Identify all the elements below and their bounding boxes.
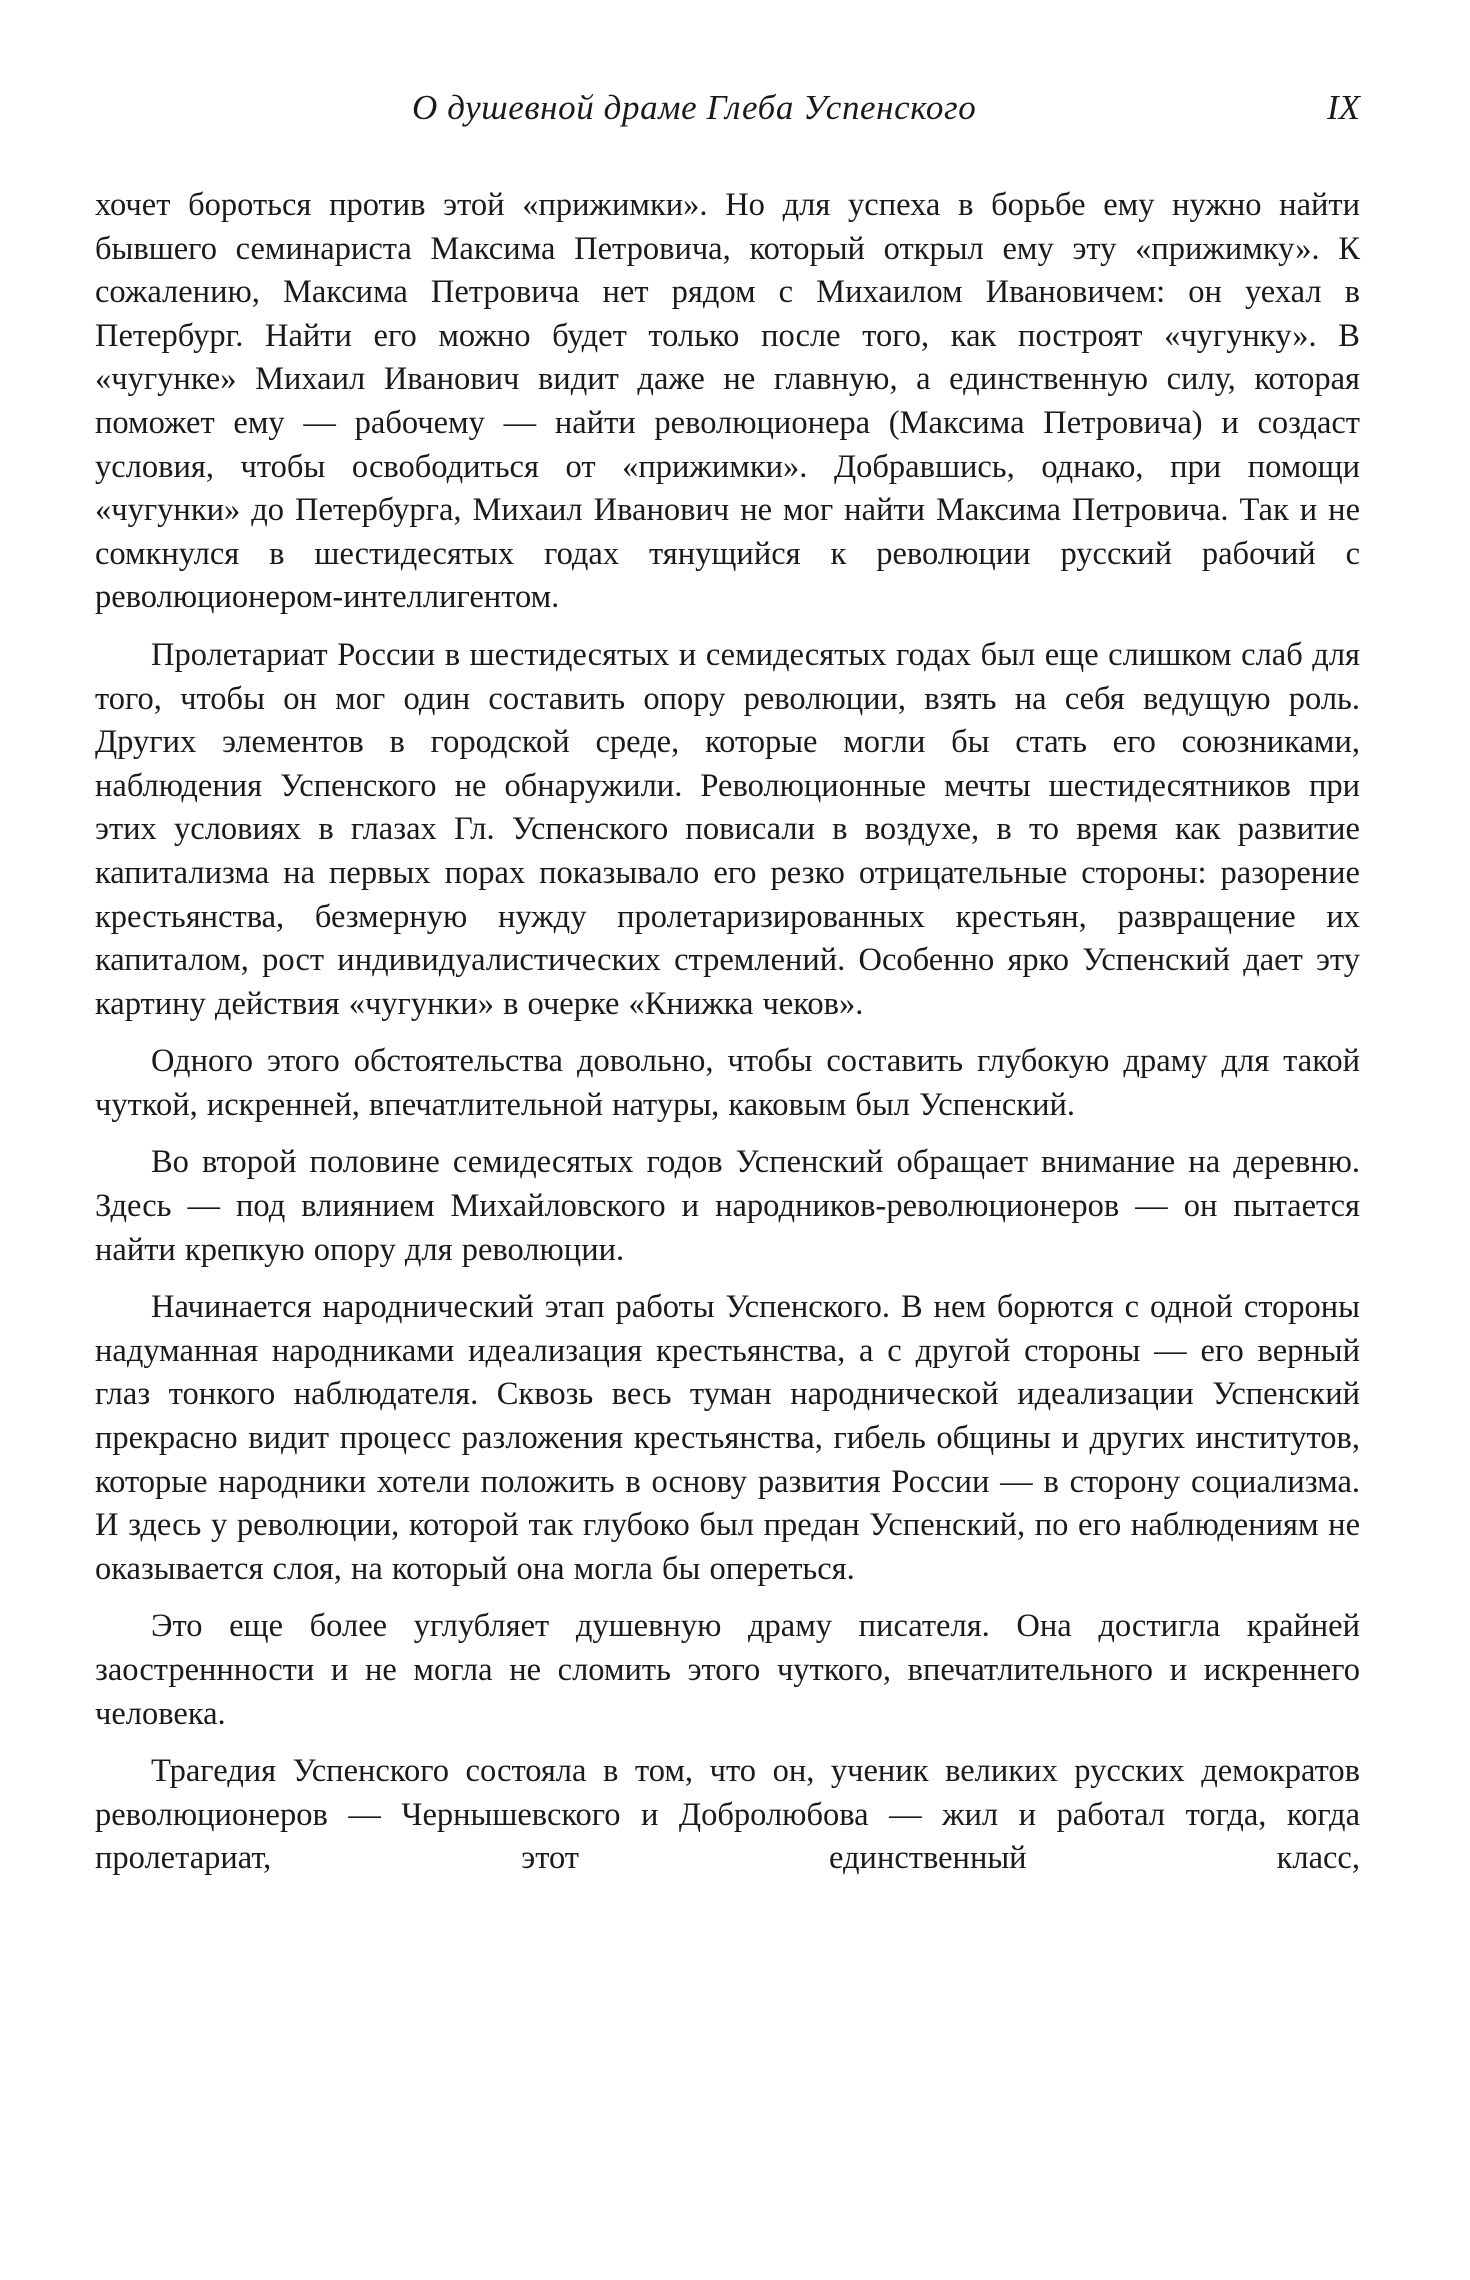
running-title: О душевной драме Глеба Успенского	[412, 88, 977, 127]
paragraph-drama: Одного этого обстоятельства довольно, чтобы составить глубокую драму для такой чуткой, искренней, впечатлительной натуры, каковым был Успенский.	[95, 1043, 1360, 1123]
body-text	[95, 184, 1360, 1881]
paragraph-tragedy: Трагедия Успенского состояла в том, что он, ученик великих русских демократов революционеров — Чернышевского и Добролюбова — жил и работал тогда, когда пролетариат, этот единственный класс,	[95, 1753, 1360, 1877]
paragraph-continuation: хочет бороться против этой «прижимки». Но для успеха в борьбе ему нужно найти бывшего семинариста Максима Петровича, который открыл ему эту «прижимку». К сожалению, Максима Петровича нет рядом с Михаилом Ивановичем: он уехал в Петербург. Найти его можно будет только после того, как построят «чугунку». В «чугунке» Михаил Иванович видит даже не главную, а единственную силу, которая поможет ему — рабочему — найти революционера (Максима Петровича) и создаст условия, чтобы освободиться от «прижимки». Добравшись, однако, при помощи «чугунки» до Петербурга, Михаил Иванович не мог найти Максима Петровича. Так и не сомкнулся в шестидесятых годах тянущийся к революции русский рабочий с революционером-интеллигентом.	[95, 187, 1360, 616]
paragraph-proletariat: Пролетариат России в шестидесятых и семидесятых годах был еще слишком слаб для того, чтобы он мог один составить опору революции, взять на себя ведущую роль. Других элементов в городской среде, которые могли бы стать его союзниками, наблюдения Успенского не обнаружили. Революционные мечты шестидесятников при этих условиях в глазах Гл. Успенского повисали в воздухе, в то время как развитие капитализма на первых порах показывало его резко отрицательные стороны: разорение крестьянства, безмерную нужду пролетаризированных крестьян, развращение их капиталом, рост индивидуалистических стремлений. Особенно ярко Успенский дает эту картину действия «чугунки» в очерке «Книжка чеков».	[95, 636, 1360, 1022]
paragraph-narodnik-stage: Начинается народнический этап работы Успенского. В нем борются с одной стороны надуманная народниками идеализация крестьянства, а с другой стороны — его верный глаз тонкого наблюдателя. Сквозь весь туман народнической идеализации Успенский прекрасно видит процесс разложения крестьянства, гибель общины и других институтов, которые народники хотели положить в основу развития России — в сторону социализма. И здесь у революции, которой так глубоко был предан Успенский, по его наблюдениям не оказывается слоя, на который она могла бы опереться.	[95, 1289, 1360, 1587]
running-head	[95, 88, 1360, 140]
paragraph-village: Во второй половине семидесятых годов Успенский обращает внимание на деревню. Здесь — под влиянием Михайловского и народников-революционеров — он пытается найти крепкую опору для революции.	[95, 1144, 1360, 1268]
page-number: IX	[1326, 88, 1360, 127]
paragraph-deepening: Это еще более углубляет душевную драму писателя. Она достигла крайней заостреннности и не могла не сломить этого чуткого, впечатлительного и искреннего человека.	[95, 1608, 1360, 1732]
book-page	[95, 88, 1360, 1895]
